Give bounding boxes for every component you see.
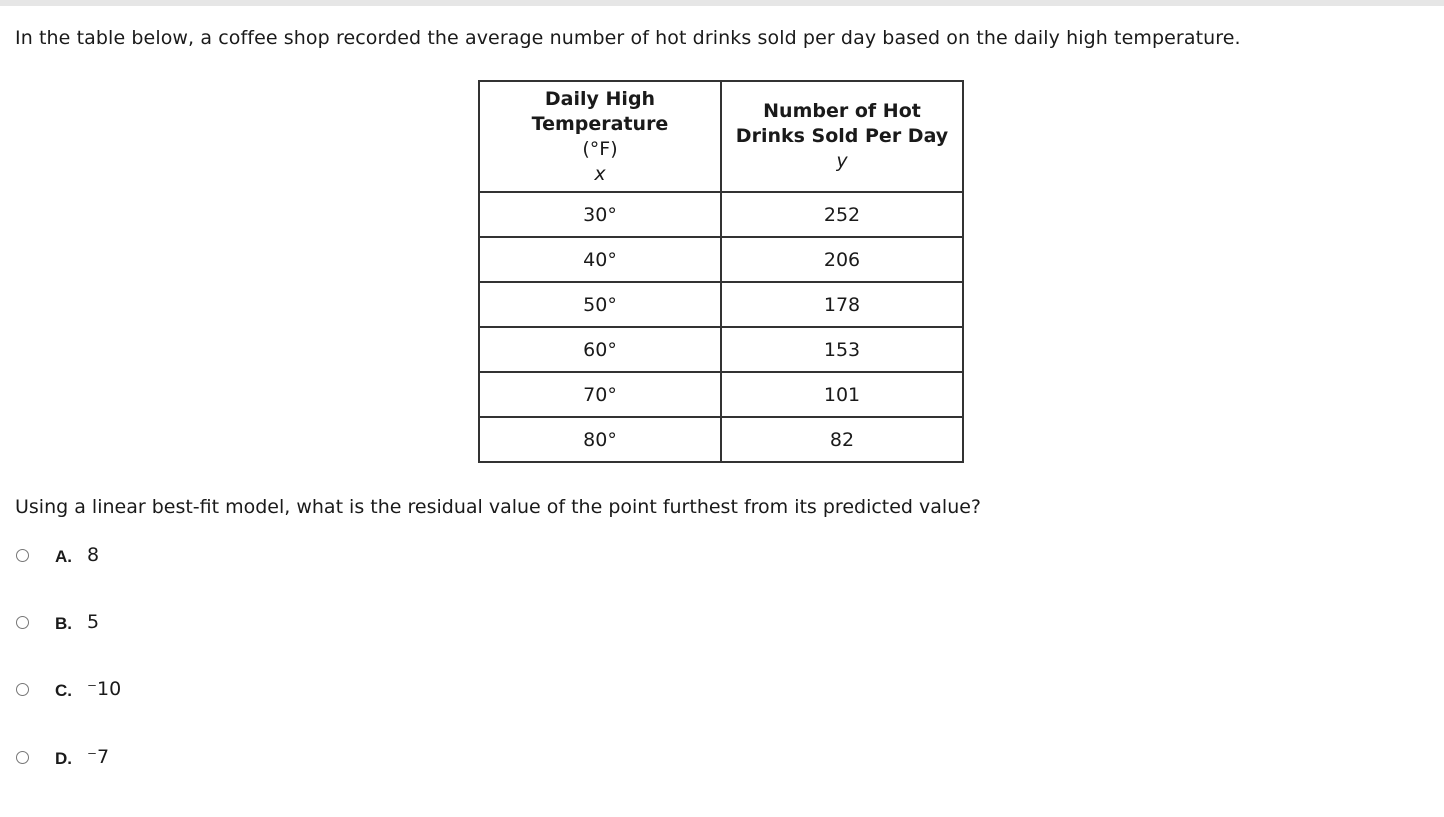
choice-b-value: 5 [87, 611, 100, 633]
choice-d[interactable] [16, 742, 109, 772]
table-row [479, 372, 963, 417]
header-drinks-line1: Number of Hot [763, 100, 921, 122]
cell-drinks: 252 [721, 192, 963, 237]
choice-c[interactable] [16, 674, 121, 704]
cell-temperature: 60° [479, 327, 721, 372]
table-row [479, 192, 963, 237]
choice-a-letter: A. [55, 547, 72, 566]
cell-drinks: 153 [721, 327, 963, 372]
cell-temperature: 40° [479, 237, 721, 282]
header-temperature [479, 81, 721, 192]
choice-a[interactable] [16, 540, 99, 570]
cell-temperature: 70° [479, 372, 721, 417]
cell-temperature: 30° [479, 192, 721, 237]
cell-drinks: 206 [721, 237, 963, 282]
choice-c-value: ⁻10 [87, 678, 122, 700]
choice-c-letter: C. [55, 681, 72, 700]
choice-d-value: ⁻7 [87, 746, 110, 768]
header-drinks-variable: y [836, 150, 848, 172]
header-temperature-unit: (°F) [582, 137, 618, 160]
radio-button-c[interactable] [16, 683, 29, 696]
table-row [479, 282, 963, 327]
top-border [0, 0, 1444, 6]
header-temperature-line1: Daily High [544, 87, 656, 110]
data-table [478, 80, 964, 463]
cell-temperature: 50° [479, 282, 721, 327]
radio-button-a[interactable] [16, 549, 29, 562]
cell-temperature: 80° [479, 417, 721, 462]
cell-drinks: 178 [721, 282, 963, 327]
cell-drinks: 82 [721, 417, 963, 462]
radio-button-d[interactable] [16, 751, 29, 764]
question-text: Using a linear best-fit model, what is the residual value of the point furthest from its predicted value? [15, 496, 982, 518]
choice-a-value: 8 [87, 544, 100, 566]
choice-b-letter: B. [55, 614, 72, 633]
choice-d-letter: D. [55, 749, 72, 768]
table-row [479, 417, 963, 462]
table-row [479, 237, 963, 282]
header-temperature-variable: x [594, 162, 606, 185]
radio-button-b[interactable] [16, 616, 29, 629]
header-drinks [721, 81, 963, 192]
table-row [479, 327, 963, 372]
table-header-row [479, 81, 963, 192]
cell-drinks: 101 [721, 372, 963, 417]
question-prompt: In the table below, a coffee shop recorded the average number of hot drinks sold per day based on the daily high temperature. [15, 27, 1241, 49]
header-drinks-line2: Drinks Sold Per Day [735, 125, 949, 147]
header-temperature-line2: Temperature [531, 112, 669, 135]
choice-b[interactable] [16, 607, 99, 637]
